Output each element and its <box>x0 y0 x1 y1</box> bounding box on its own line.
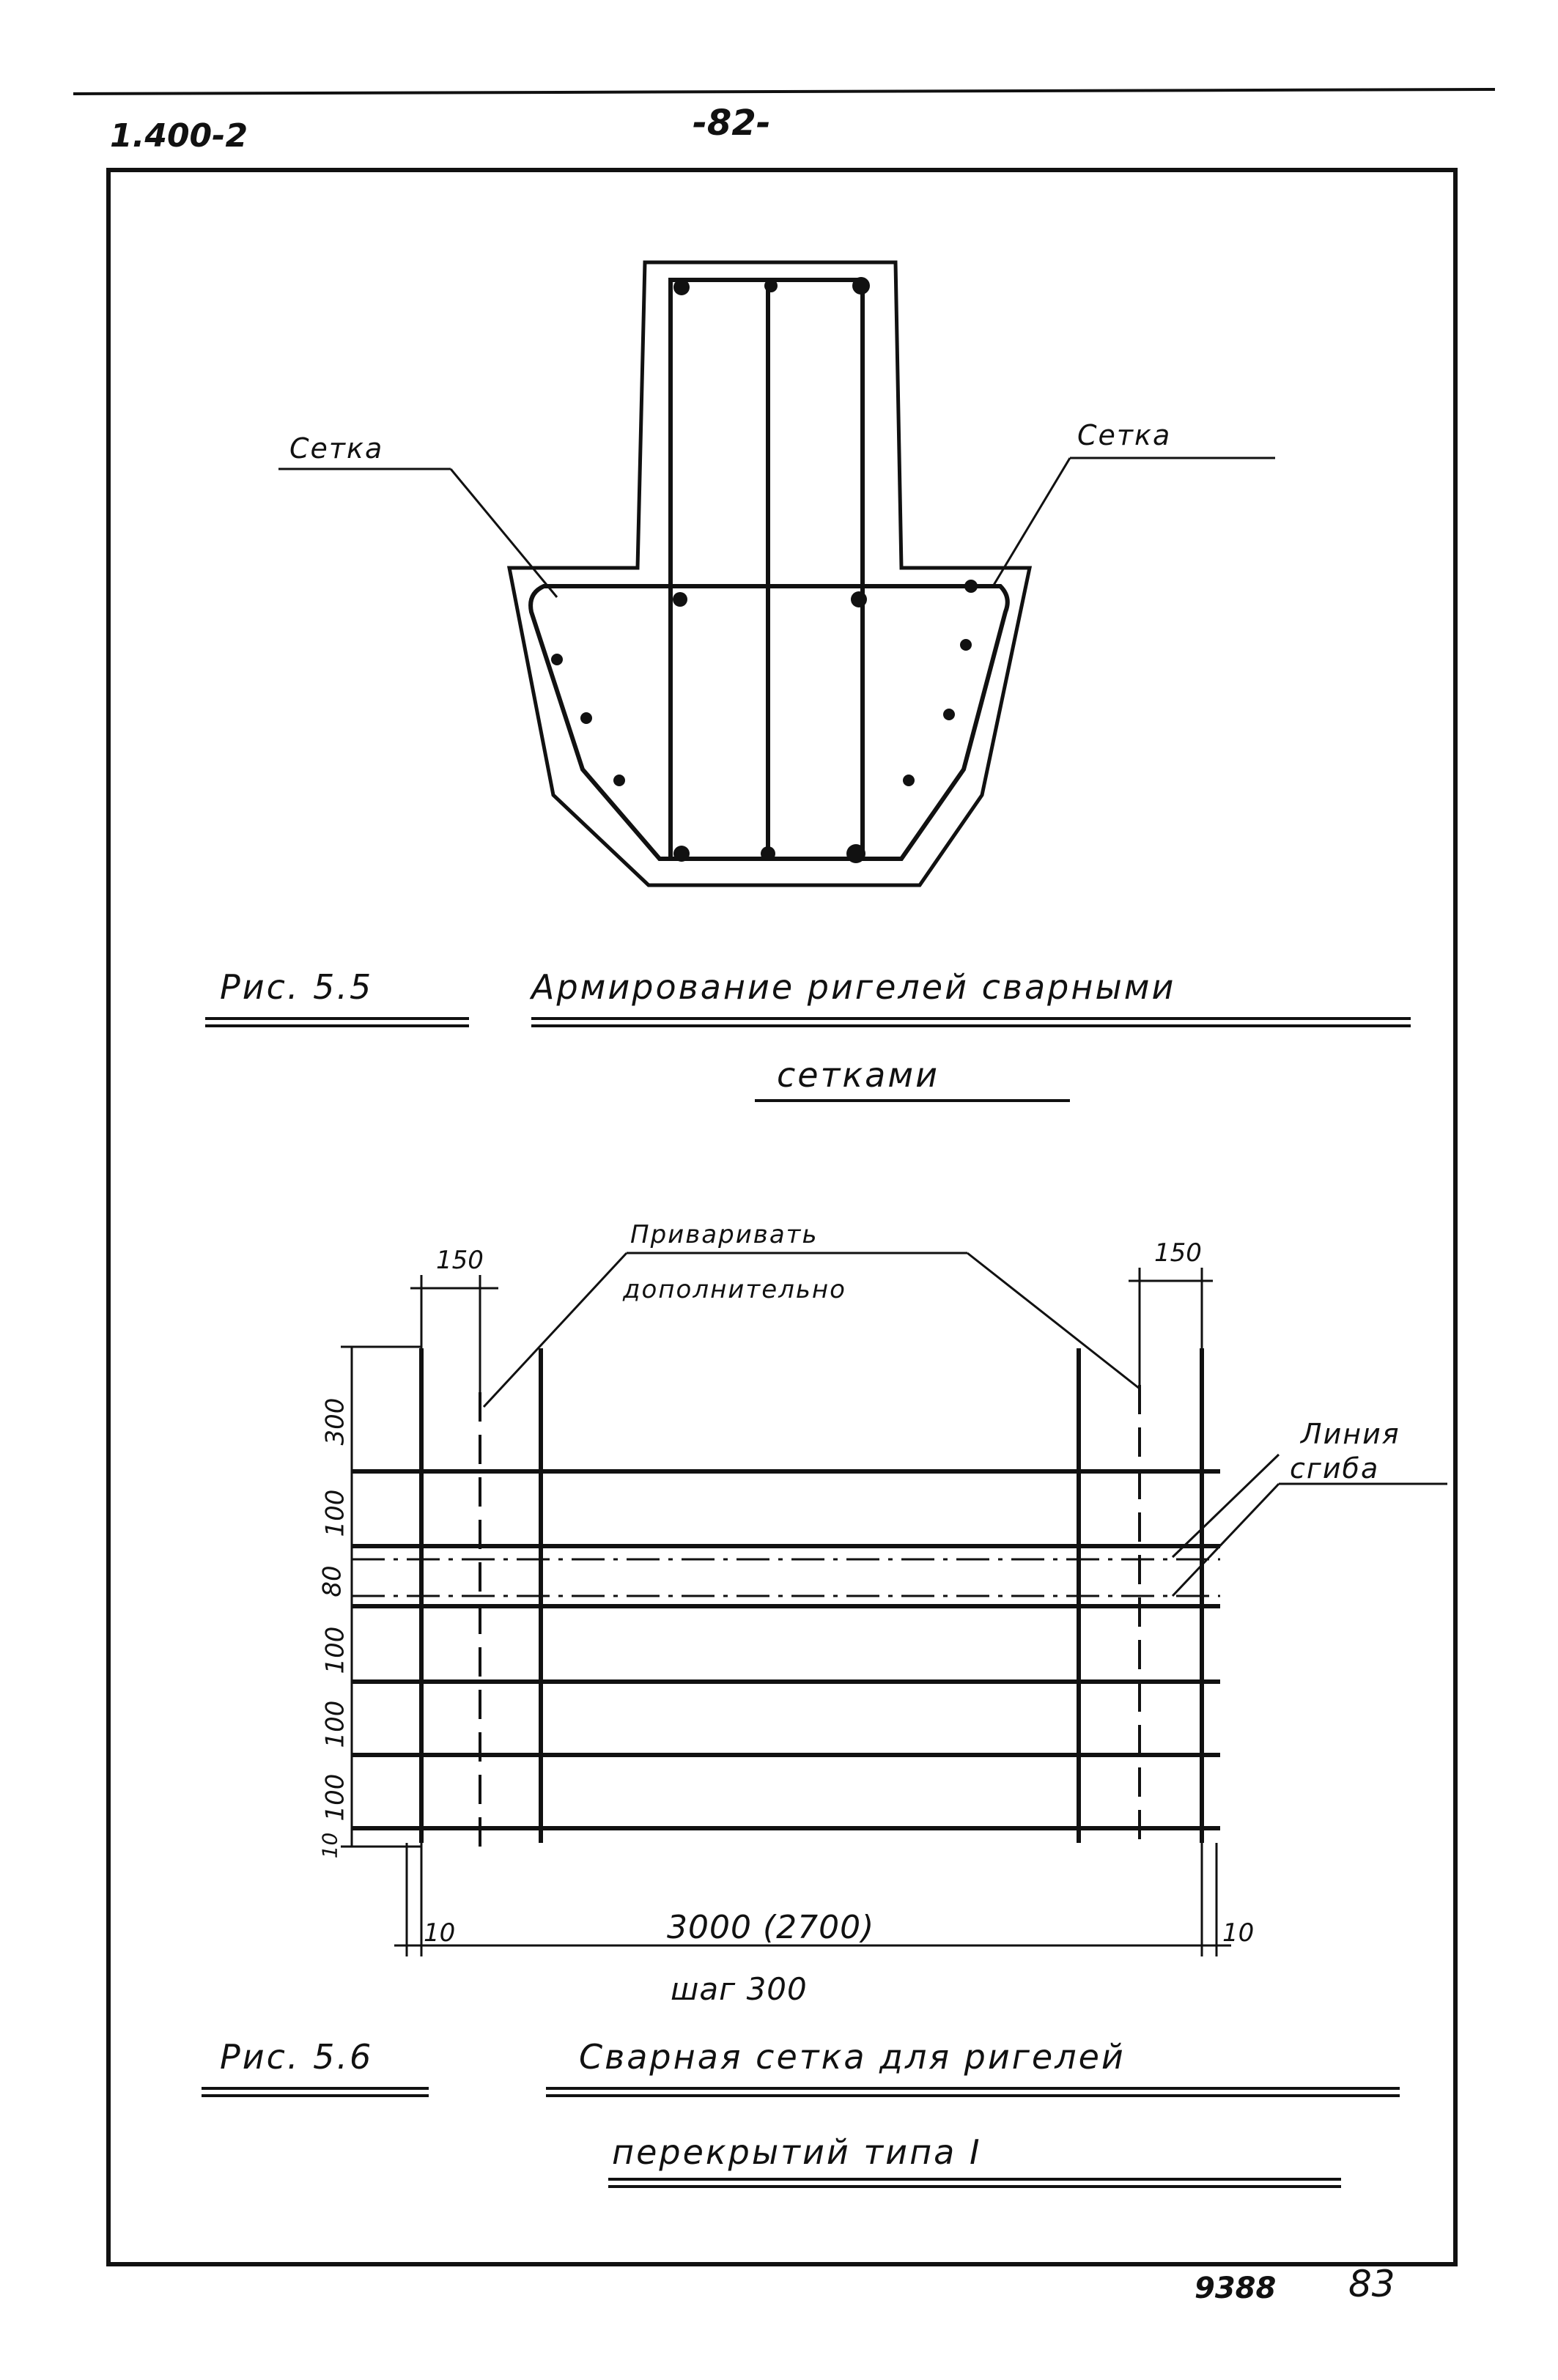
figure-5-6-caption-line1: Сварная сетка для ригелей <box>579 2037 1126 2077</box>
leader-left <box>451 469 557 597</box>
underline <box>202 2094 429 2097</box>
rebar-dot <box>613 775 625 786</box>
dim-bottom-right-label: 10 <box>1222 1918 1255 1948</box>
underline <box>546 2094 1400 2097</box>
rebar-dot <box>960 639 972 651</box>
mesh-label-left: Сетка <box>289 432 384 465</box>
top-rule <box>73 89 1495 94</box>
underline <box>531 1017 1411 1020</box>
rebar-dots <box>551 277 978 863</box>
welded-mesh <box>352 1348 1220 1847</box>
rebar-dot <box>964 580 978 593</box>
dim-vertical-label: 300 <box>320 1397 350 1446</box>
dim-vertical-label: 100 <box>320 1700 350 1748</box>
underline <box>546 2087 1400 2090</box>
page-number: -82- <box>693 103 771 144</box>
footer-page-number: 83 <box>1348 2263 1395 2305</box>
dim-top-right-label: 150 <box>1154 1238 1202 1268</box>
beam-cross-section <box>509 262 1030 885</box>
dim-vertical-label: 80 <box>317 1565 347 1597</box>
dim-vertical-label: 10 <box>317 1832 342 1859</box>
bend-leader <box>1173 1484 1279 1596</box>
rebar-dot <box>551 654 563 665</box>
bend-line-label-line2: сгиба <box>1290 1452 1380 1485</box>
underline <box>608 2185 1341 2188</box>
dim-vertical-label: 100 <box>320 1489 350 1537</box>
underline <box>205 1024 469 1027</box>
sheet-number: 9388 <box>1195 2272 1277 2305</box>
dim-top-left-label: 150 <box>436 1246 484 1275</box>
frame-border <box>108 170 1455 2264</box>
rebar-dot <box>903 775 915 786</box>
note-leader-right <box>967 1253 1140 1389</box>
dim-vertical-label: 100 <box>320 1773 350 1822</box>
document-code: 1.400-2 <box>110 117 248 155</box>
figure-5-5-number: Рис. 5.5 <box>220 967 374 1007</box>
bend-line-label-line1: Линия <box>1301 1418 1400 1450</box>
weld-note-line1: Приваривать <box>630 1220 819 1249</box>
rebar-dot <box>764 279 778 292</box>
underline <box>531 1024 1411 1027</box>
rebar-dot <box>852 277 870 295</box>
mesh-label-right: Сетка <box>1077 419 1172 451</box>
rebar-dot <box>943 709 955 720</box>
leader-lines <box>278 458 1275 597</box>
dim-length-label: 3000 (2700) <box>667 1909 875 1946</box>
underline <box>755 1099 1070 1102</box>
figure-5-6-caption-line2: перекрытий типа I <box>612 2132 982 2172</box>
underline <box>205 1017 469 1020</box>
rebar-dot <box>846 844 865 863</box>
figure-5-5-caption-line1: Армирование ригелей сварными <box>531 967 1176 1007</box>
note-leader-left <box>484 1253 627 1407</box>
dim-step-label: шаг 300 <box>671 1971 808 2007</box>
rebar-dot <box>673 279 690 295</box>
rebar-dot <box>761 846 775 861</box>
rebar-dot <box>851 591 867 607</box>
underline <box>608 2178 1341 2181</box>
dim-vertical-label: 100 <box>320 1626 350 1674</box>
rebar-dot <box>673 592 687 607</box>
figure-5-6-number: Рис. 5.6 <box>220 2037 374 2077</box>
weld-note-line2: дополнительно <box>623 1275 846 1304</box>
rebar-dot <box>673 846 690 862</box>
rebar-dot <box>580 712 592 724</box>
dim-bottom-left-label: 10 <box>424 1918 456 1948</box>
figure-5-5-caption-line2: сетками <box>777 1055 939 1095</box>
underline <box>202 2087 429 2090</box>
